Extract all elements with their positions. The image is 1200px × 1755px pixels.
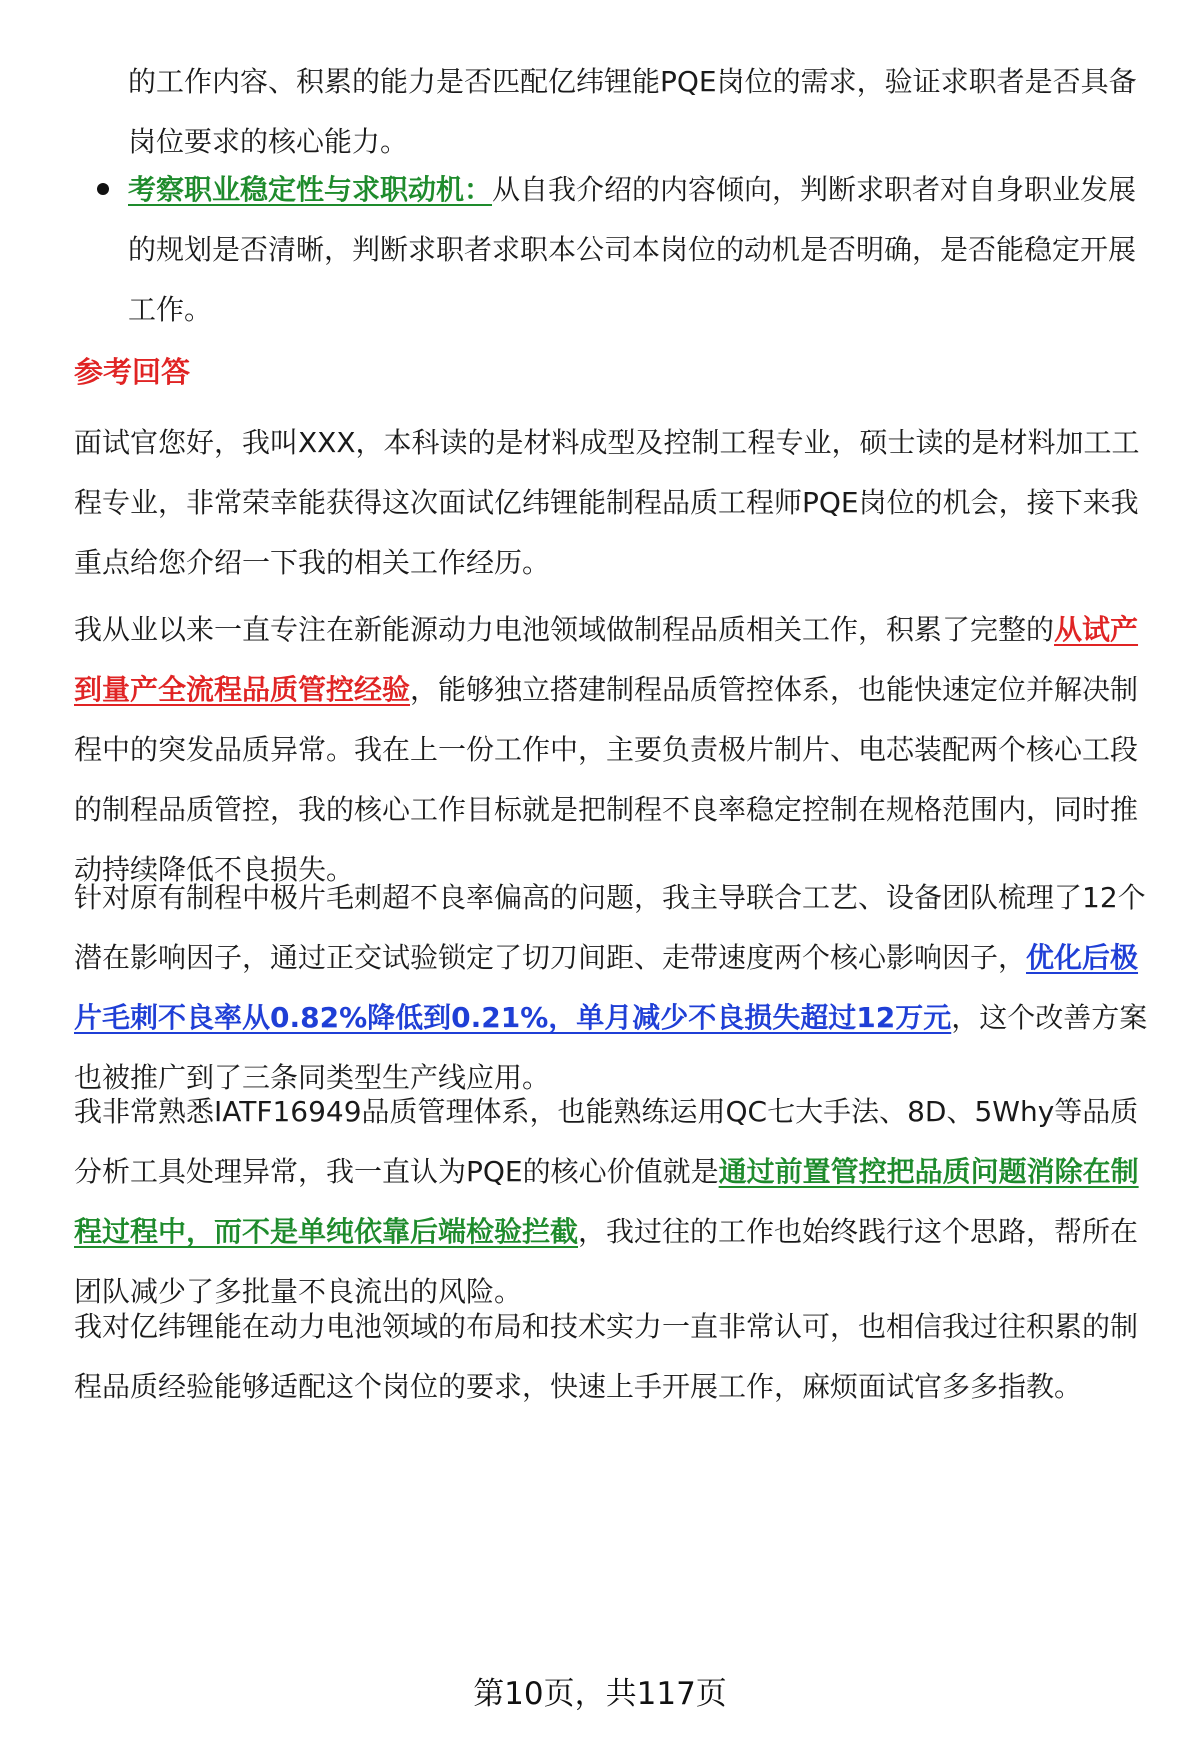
section-heading: 参考回答 <box>74 355 191 389</box>
paragraph-experience-highlight: 从试产到量产全流程品质管控经验 <box>74 613 1139 706</box>
paragraph-closing <box>74 1297 1150 1417</box>
paragraph-achievement-pre: 针对原有制程中极片毛刺超不良率偏高的问题，我主导联合工艺、设备团队梳理了12个潜在影响因子，通过正交试验锁定了切刀间距、走带速度两个核心影响因子， <box>74 881 1146 974</box>
paragraph-skills-highlight: 通过前置管控把品质问题消除在制程过程中，而不是单纯依靠后端检验拦截 <box>74 1155 1139 1248</box>
paragraph-skills-pre: 我非常熟悉IATF16949品质管理体系，也能熟练运用QC七大手法、8D、5Why等品质分析工具处理异常，我一直认为PQE的核心价值就是 <box>74 1095 1139 1188</box>
page-number-footer: 第10页，共117页 <box>473 1676 727 1712</box>
paragraph-achievement-highlight: 优化后极片毛刺不良率从0.82%降低到0.21%，单月减少不良损失超过12万元 <box>74 941 1139 1034</box>
paragraph-intro <box>74 413 1150 593</box>
paragraph-skills-post: ，我过往的工作也始终践行这个思路，帮所在团队减少了多批量不良流出的风险。 <box>74 1215 1139 1308</box>
paragraph-achievement-post: ，这个改善方案也被推广到了三条同类型生产线应用。 <box>74 1001 1148 1094</box>
paragraph-closing-text: 我对亿纬锂能在动力电池领域的布局和技术实力一直非常认可，也相信我过往积累的制程品质经验能够适配这个岗位的要求，快速上手开展工作，麻烦面试官多多指教。 <box>74 1310 1139 1403</box>
continuation-paragraph <box>128 52 1150 172</box>
bullet-dot-icon <box>97 183 109 195</box>
paragraph-skills <box>74 1082 1150 1322</box>
continuation-text: 的工作内容、积累的能力是否匹配亿纬锂能PQE岗位的需求，验证求职者是否具备岗位要求的核心能力。 <box>128 65 1137 158</box>
paragraph-achievement <box>74 868 1150 1108</box>
paragraph-experience-post: ，能够独立搭建制程品质管控体系，也能快速定位并解决制程中的突发品质异常。我在上一份工作中，主要负责极片制片、电芯装配两个核心工段的制程品质管控，我的核心工作目标就是把制程不良率稳定控制在规格范围内，同时推动持续降低不良损失。 <box>74 673 1139 886</box>
paragraph-experience-pre: 我从业以来一直专注在新能源动力电池领域做制程品质相关工作，积累了完整的 <box>74 613 1055 646</box>
paragraph-experience <box>74 600 1150 900</box>
bullet-item <box>128 160 1150 340</box>
bullet-text: 从自我介绍的内容倾向，判断求职者对自身职业发展的规划是否清晰，判断求职者求职本公司本岗位的动机是否明确，是否能稳定开展工作。 <box>128 173 1137 326</box>
bullet-title: 考察职业稳定性与求职动机： <box>128 173 493 206</box>
paragraph-intro-text: 面试官您好，我叫XXX，本科读的是材料成型及控制工程专业，硕士读的是材料加工工程专业，非常荣幸能获得这次面试亿纬锂能制程品质工程师PQE岗位的机会，接下来我重点给您介绍一下我的相关工作经历。 <box>74 426 1140 579</box>
